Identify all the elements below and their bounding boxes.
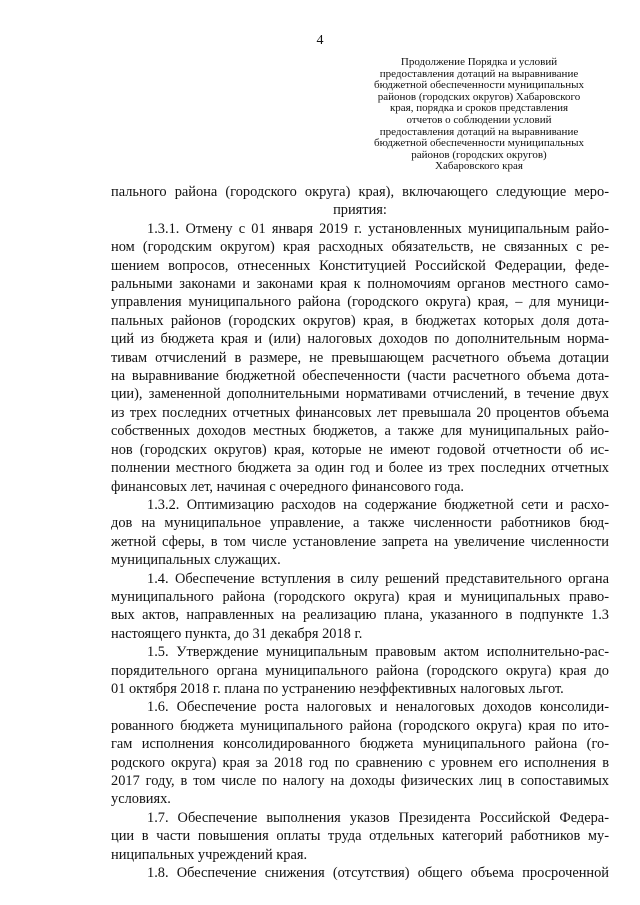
header-line: отчетов о соблюдении условий [406, 113, 552, 126]
header-line: районов (городских округов) Хабаровского [377, 90, 581, 103]
body-line: 1.7. Обеспечение выполнения указов Президента Российской Федера- [147, 809, 609, 826]
header-line: Продолжение Порядка и условий [400, 56, 558, 68]
header-line: предоставления дотаций на выравнивание [379, 125, 579, 138]
header-line: Хабаровского края [435, 160, 523, 173]
body-line: приятия: [333, 202, 387, 219]
document-header [360, 57, 598, 173]
body-line: муниципального района (городского округа) края и муниципальных право- [111, 588, 609, 605]
body-line: жетной сферы, в том числе установление запрета на увеличение численности [111, 533, 609, 550]
header-line: бюджетной обеспеченности муниципальных [374, 79, 584, 92]
body-line: порядительного органа муниципального района (городского округа) края до [111, 662, 609, 679]
body-line: гам исполнения консолидированного бюджета муниципального района (го- [111, 736, 609, 753]
body-line: вых актов, направленных на реализацию плана, указанного в подпункте 1.3 [111, 607, 609, 624]
body-line: 1.3.2. Оптимизацию расходов на содержание бюджетной сети и расхо- [147, 496, 609, 513]
body-line: ниципальных учреждений края. [111, 846, 308, 863]
page-number: 4 [316, 33, 324, 48]
body-line: 01 октября 2018 г. плана по устранению неэффективных налоговых льгот. [111, 680, 564, 697]
body-line: нов (городских округов) края, которые не имеют годовой отчетности об ис- [111, 441, 609, 458]
body-line: на выравнивание бюджетной обеспеченности (части расчетного объема дота- [111, 368, 609, 385]
header-line: бюджетной обеспеченности муниципальных [374, 137, 584, 150]
body-line: условиях. [111, 791, 171, 808]
body-line: тивам отчислений в размере, не превышающем расчетного объема дотации [111, 349, 609, 366]
body-line: 1.8. Обеспечение снижения (отсутствия) общего объема просроченной [147, 865, 609, 882]
body-line: 1.5. Утверждение муниципальным правовым актом исполнительно-рас- [147, 644, 609, 661]
body-line: родского округа) края за 2018 год по сравнению с уровнем его исполнения в [111, 754, 609, 771]
document-body [111, 183, 609, 882]
body-line: из трех последних отчетных финансовых лет превышала 20 процентов объема [111, 404, 609, 421]
body-line: ций из бюджета края и (или) налоговых доходов по дополнительным норма- [111, 331, 609, 348]
body-line: финансовых лет, начиная с очередного финансового года. [111, 478, 465, 495]
body-line: 1.6. Обеспечение роста налоговых и неналоговых доходов консолиди- [147, 699, 609, 716]
body-line: полнении местного бюджета за один год и более из трех последних отчетных [111, 460, 609, 477]
body-line: 2017 году, в том числе по налогу на доходы физических лиц в сопоставимых [111, 773, 609, 789]
body-line: ном (городским округом) края расходных обязательств, не связанных с ре- [111, 239, 609, 256]
body-line: настоящего пункта, до 31 декабря 2018 г. [111, 625, 363, 642]
body-line: пального района (городского округа) края), включающего следующие меро- [111, 184, 609, 200]
body-line: пальных районов (городских округов) края, в бюджетах которых доля дота- [111, 312, 609, 329]
body-line: шением вопросов, отнесенных Конституцией Российской Федерации, феде- [111, 257, 609, 274]
body-line: муниципальных служащих. [111, 552, 281, 569]
body-line: рованного бюджета муниципального района (городского округа) края по ито- [111, 717, 609, 734]
body-line: 1.4. Обеспечение вступления в силу решений представительного органа [147, 570, 609, 587]
body-line: собственных доходов местных бюджетов, а также для муниципальных райо- [111, 423, 609, 440]
header-line: края, порядка и сроков представления [389, 102, 569, 115]
body-line: управления муниципального района (городского округа) края, – для муници- [111, 294, 609, 311]
body-line: ральными законами и законами края к полномочиям органов местного само- [111, 276, 609, 293]
body-line: дов на муниципальное управление, а также численности работников бюд- [111, 515, 609, 532]
body-line: ции), замененной дополнительными нормативами отчислений, в течение двух [111, 386, 609, 403]
body-line: ции в части повышения оплаты труда отдельных категорий работников му- [111, 828, 609, 845]
header-line: предоставления дотаций на выравнивание [379, 67, 579, 80]
body-line: 1.3.1. Отмену с 01 января 2019 г. установленных муниципальным райо- [147, 220, 609, 237]
header-line: районов (городских округов) [411, 148, 547, 161]
